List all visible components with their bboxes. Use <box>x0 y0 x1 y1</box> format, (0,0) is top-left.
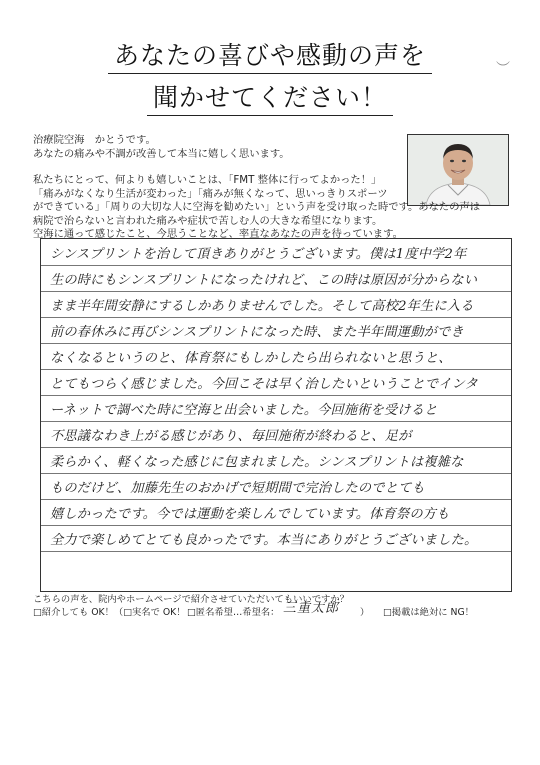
title-line-1: あなたの喜びや感動の声を <box>0 36 540 74</box>
handwritten-line: なくなるというのと、体育祭にもしかしたら出られないと思うと、 <box>50 351 452 366</box>
consent-close-paren: ） <box>360 607 370 618</box>
handwritten-line: シンスプリントを治して頂きありがとうございます。僕は1度中学2年 <box>50 247 467 262</box>
ruled-line <box>41 265 511 266</box>
title-line-2: 聞かせてください！ <box>0 78 540 116</box>
corner-mark: ︶ <box>496 61 510 77</box>
ruled-line <box>41 291 511 292</box>
handwritten-line: 不思議なわき上がる感じがあり、毎回施術が終わると、足が <box>50 429 412 444</box>
handwritten-line: 全力で楽しめてとても良かったです。本当にありがとうございました。 <box>50 533 478 548</box>
consent-option-anonymous[interactable]: □匿名希望…希望名： <box>187 607 280 618</box>
ruled-line <box>41 447 511 448</box>
intro-message: あなたの痛みや不調が改善して本当に嬉しく思います。 <box>33 148 290 160</box>
consent-option-ng[interactable]: □掲載は絶対に NG！ <box>383 607 474 618</box>
ruled-line <box>41 473 511 474</box>
ruled-line <box>41 317 511 318</box>
consent-option-ok[interactable]: □紹介しても OK！（□実名で OK！ <box>33 607 186 618</box>
clinic-message: 私たちにとって、何よりも嬉しいことは、「FMT 整体に行ってよかった！」 「痛みがなくなり生活が変わった」「痛みが無くなって、思いっきりスポーツ ができている」「周りの大切な人に空海を勧めたい」という声を受け取った時です。あなたの声は 病院で治らないと言われた痛みや症状で苦しむ人の大きな希望になります。 空海に通って感じたこと、今思うことなど、率直なあなたの声を待っています。 <box>33 174 481 240</box>
handwritten-line: 柔らかく、軽くなった感じに包まれました。シンスプリントは複雑な <box>50 455 464 470</box>
ruled-line <box>41 499 511 500</box>
handwritten-line: ものだけど、加藤先生のおかげで短期間で完治したのでとても <box>50 481 425 496</box>
handwritten-line: 前の春休みに再びシンスプリントになった時、また半年間運動ができ <box>50 325 464 340</box>
handwritten-line: まま半年間安静にするしかありませんでした。そして高校2年生に入る <box>50 299 474 314</box>
ruled-line <box>41 525 511 526</box>
consent-question: こちらの声を、院内やホームページで紹介させていただいてもいいですか？ <box>33 594 349 605</box>
ruled-line <box>41 369 511 370</box>
preferred-name-handwritten: 三重太郎 <box>283 601 340 616</box>
handwritten-line: とてもつらく感じました。今回こそは早く治したいということでインタ <box>50 377 478 392</box>
handwritten-line: ーネットで調べた時に空海と出会いました。今回施術を受けると <box>50 403 438 418</box>
intro-greeting: 治療院空海 かとうです。 <box>33 134 156 146</box>
ruled-line <box>41 421 511 422</box>
handwritten-line: 生の時にもシンスプリントになったけれど、この時は原因が分からない <box>50 273 478 288</box>
ruled-line <box>41 395 511 396</box>
ruled-line <box>41 343 511 344</box>
ruled-line <box>41 551 511 552</box>
handwritten-line: 嬉しかったです。今では運動を楽しんでしています。体育祭の方も <box>50 507 450 522</box>
